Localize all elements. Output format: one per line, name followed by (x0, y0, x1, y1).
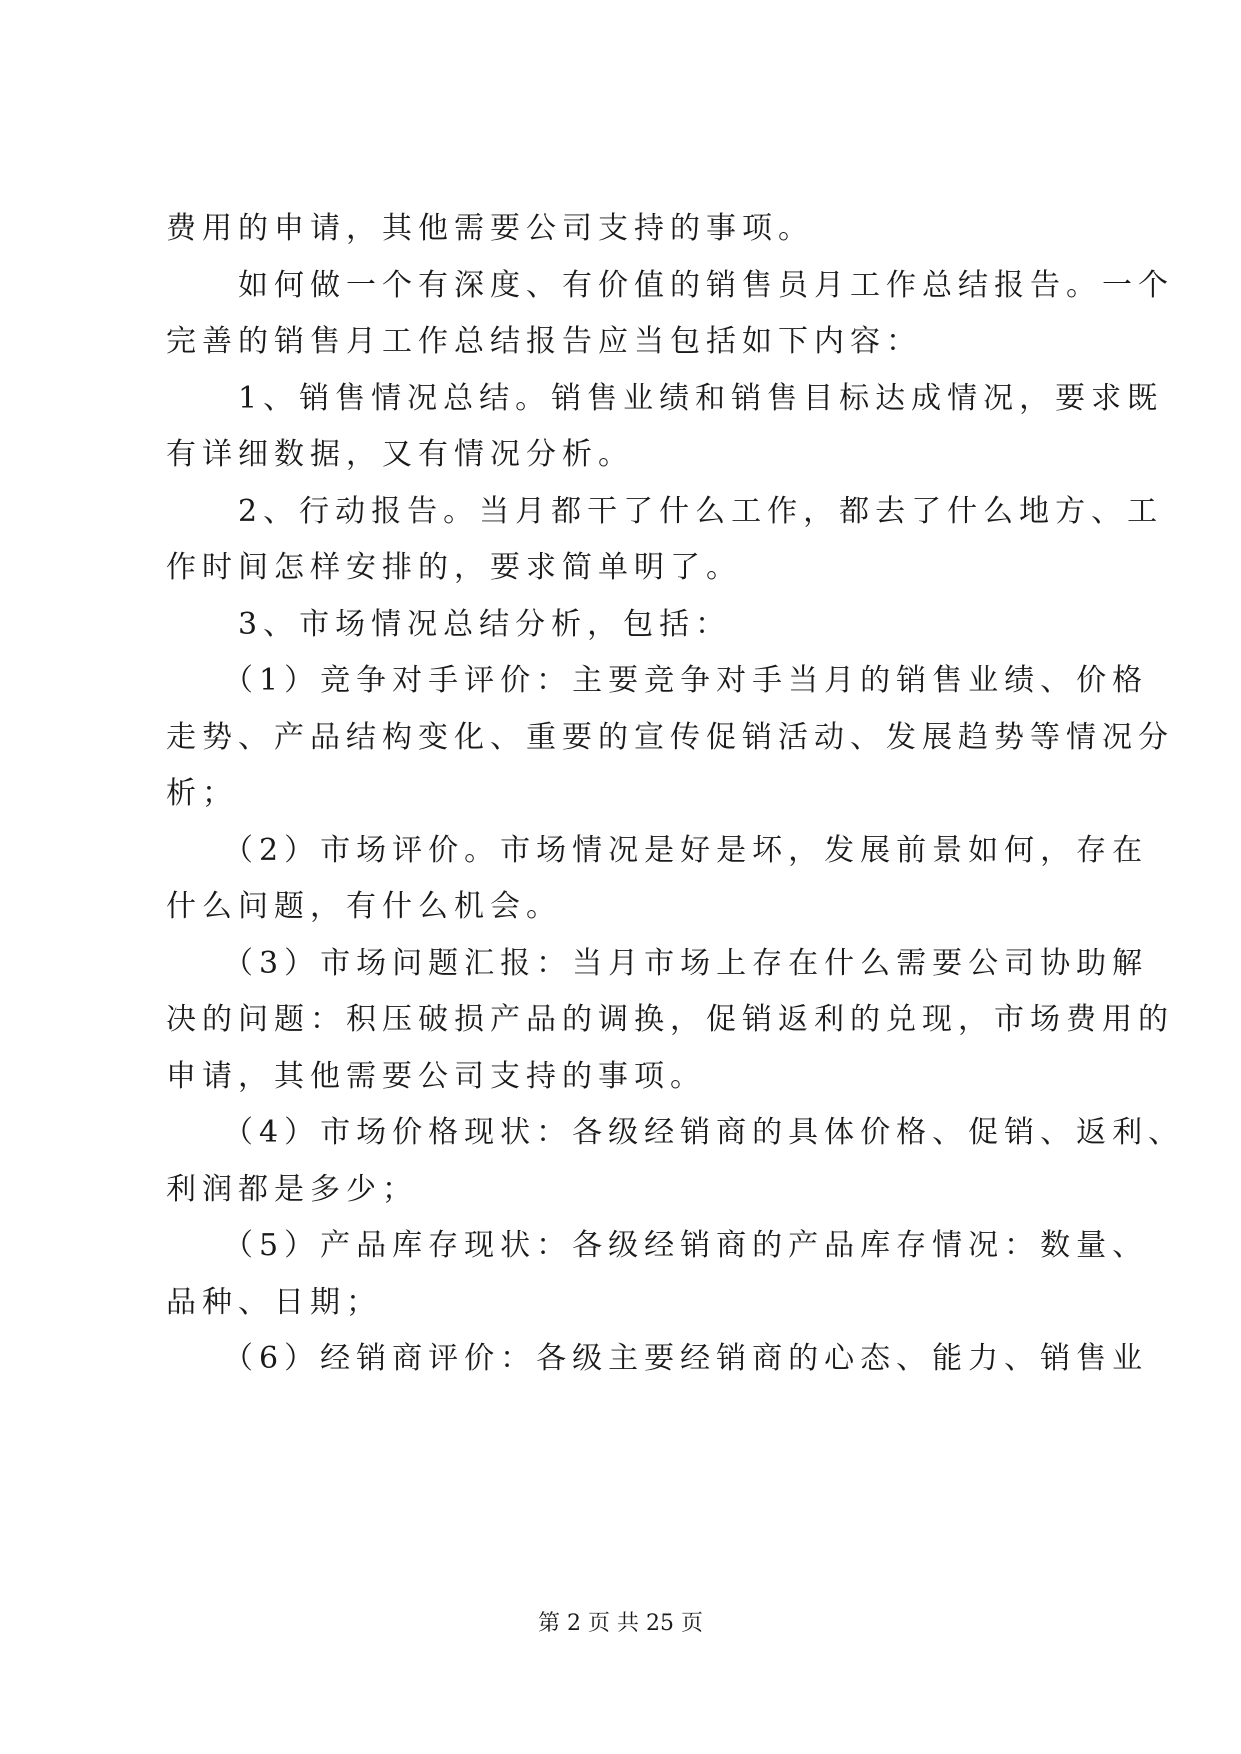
text-line: 完善的销售月工作总结报告应当包括如下内容： (166, 324, 922, 359)
text-line: 什么问题，有什么机会。 (166, 889, 562, 924)
text-line: 作时间怎样安排的，要求简单明了。 (166, 550, 742, 585)
text-line: 有详细数据，又有情况分析。 (166, 437, 634, 472)
page-number-footer: 第 2 页 共 25 页 (538, 1611, 703, 1636)
text-line: 2、行动报告。当月都干了什么工作，都去了什么地方、工 (166, 494, 1164, 529)
text-line: 3、市场情况总结分析，包括： (166, 607, 732, 642)
text-line: 1、销售情况总结。销售业绩和销售目标达成情况，要求既 (166, 381, 1164, 416)
text-line: 析； (166, 776, 238, 811)
text-line: （4）市场价格现状：各级经销商的具体价格、促销、返利、 (166, 1115, 1185, 1150)
text-line: （5）产品库存现状：各级经销商的产品库存情况：数量、 (166, 1228, 1149, 1263)
text-line: 如何做一个有深度、有价值的销售员月工作总结报告。一个 (166, 268, 1174, 303)
text-line: （6）经销商评价：各级主要经销商的心态、能力、销售业 (166, 1341, 1149, 1376)
text-line: 品种、日期； (166, 1285, 382, 1320)
text-line: （2）市场评价。市场情况是好是坏，发展前景如何，存在 (166, 833, 1149, 868)
text-line: 决的问题：积压破损产品的调换，促销返利的兑现，市场费用的 (166, 1002, 1174, 1037)
text-line: 费用的申请，其他需要公司支持的事项。 (166, 211, 814, 246)
text-line: （3）市场问题汇报：当月市场上存在什么需要公司协助解 (166, 946, 1149, 981)
text-line: （1）竞争对手评价：主要竞争对手当月的销售业绩、价格 (166, 663, 1149, 698)
text-line: 走势、产品结构变化、重要的宣传促销活动、发展趋势等情况分 (166, 720, 1174, 755)
text-line: 利润都是多少； (166, 1172, 418, 1207)
text-line: 申请，其他需要公司支持的事项。 (166, 1059, 706, 1094)
